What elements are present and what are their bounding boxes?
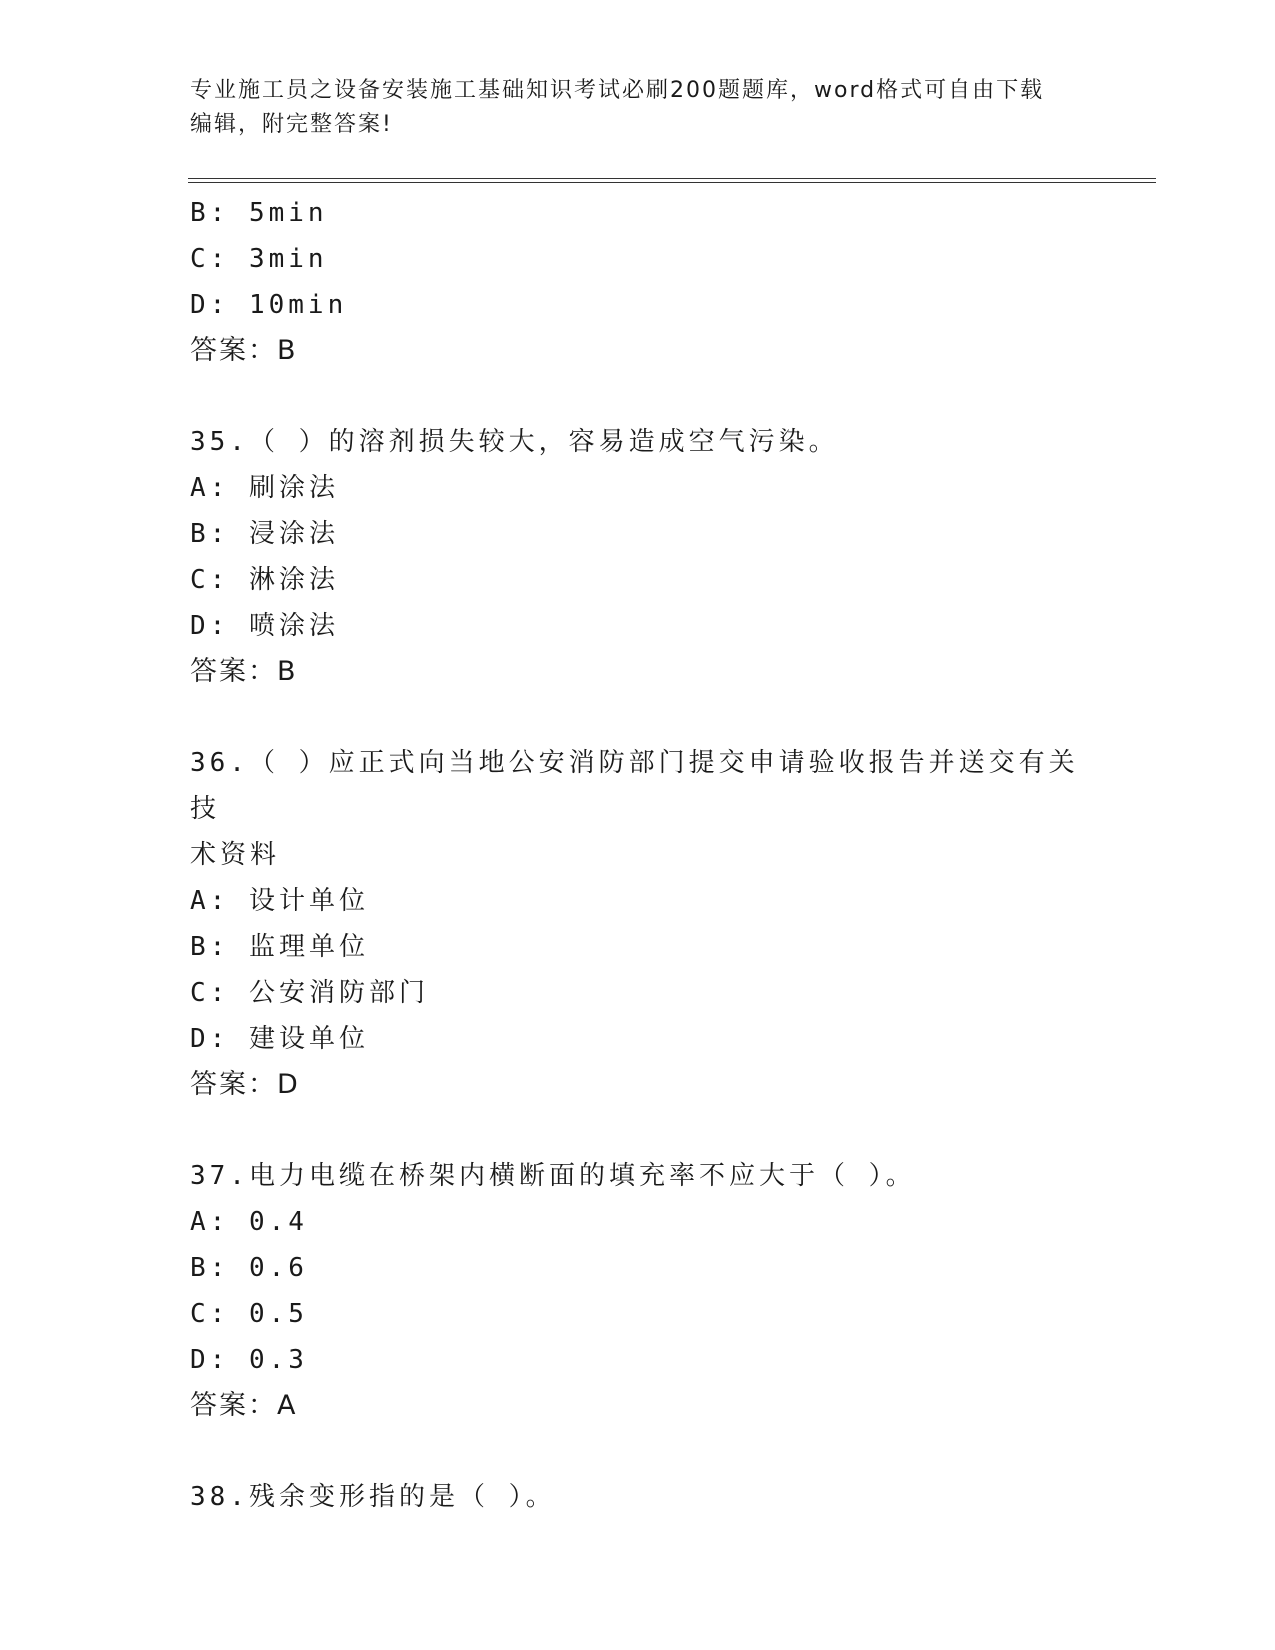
question-36	[190, 740, 1090, 1108]
answer-label: 答案：A	[190, 1390, 298, 1421]
option-c: C: 公安消防部门	[190, 978, 429, 1008]
option-d: D: 建设单位	[190, 1024, 369, 1054]
option-c: C: 3min	[190, 244, 328, 274]
option-a: A: 0.4	[190, 1207, 308, 1237]
answer-label: 答案：B	[190, 656, 298, 687]
answer-label: 答案：B	[190, 335, 298, 366]
option-b: B: 0.6	[190, 1253, 308, 1283]
option-a: A: 刷涂法	[190, 473, 339, 503]
question-stem: 35.（ ）的溶剂损失较大，容易造成空气污染。	[190, 427, 839, 457]
option-d: D: 喷涂法	[190, 611, 339, 641]
question-stem: 38.残余变形指的是（ ）。	[190, 1482, 556, 1512]
question-stem: 37.电力电缆在桥架内横断面的填充率不应大于（ ）。	[190, 1161, 916, 1191]
question-stem-line-1: 36.（ ）应正式向当地公安消防部门提交申请验收报告并送交有关技	[190, 748, 1079, 824]
option-c: C: 0.5	[190, 1299, 308, 1329]
question-38	[190, 1474, 1090, 1520]
answer-label: 答案：D	[190, 1069, 300, 1100]
header-title-line-1: 专业施工员之设备安装施工基础知识考试必刷200题题库，word格式可自由下载	[190, 78, 1045, 103]
header-divider	[188, 178, 1156, 183]
option-b: B: 5min	[190, 198, 328, 228]
option-d: D: 10min	[190, 290, 348, 320]
document-header	[190, 74, 1090, 142]
header-title-line-2: 编辑，附完整答案!	[190, 112, 393, 137]
option-d: D: 0.3	[190, 1345, 308, 1375]
option-a: A: 设计单位	[190, 886, 369, 916]
option-c: C: 淋涂法	[190, 565, 339, 595]
question-37	[190, 1153, 1090, 1429]
option-b: B: 监理单位	[190, 932, 369, 962]
option-b: B: 浸涂法	[190, 519, 339, 549]
question-list	[190, 190, 1090, 1520]
question-34-tail	[190, 190, 1090, 374]
question-35	[190, 419, 1090, 695]
question-stem-line-2: 术资料	[190, 840, 281, 870]
